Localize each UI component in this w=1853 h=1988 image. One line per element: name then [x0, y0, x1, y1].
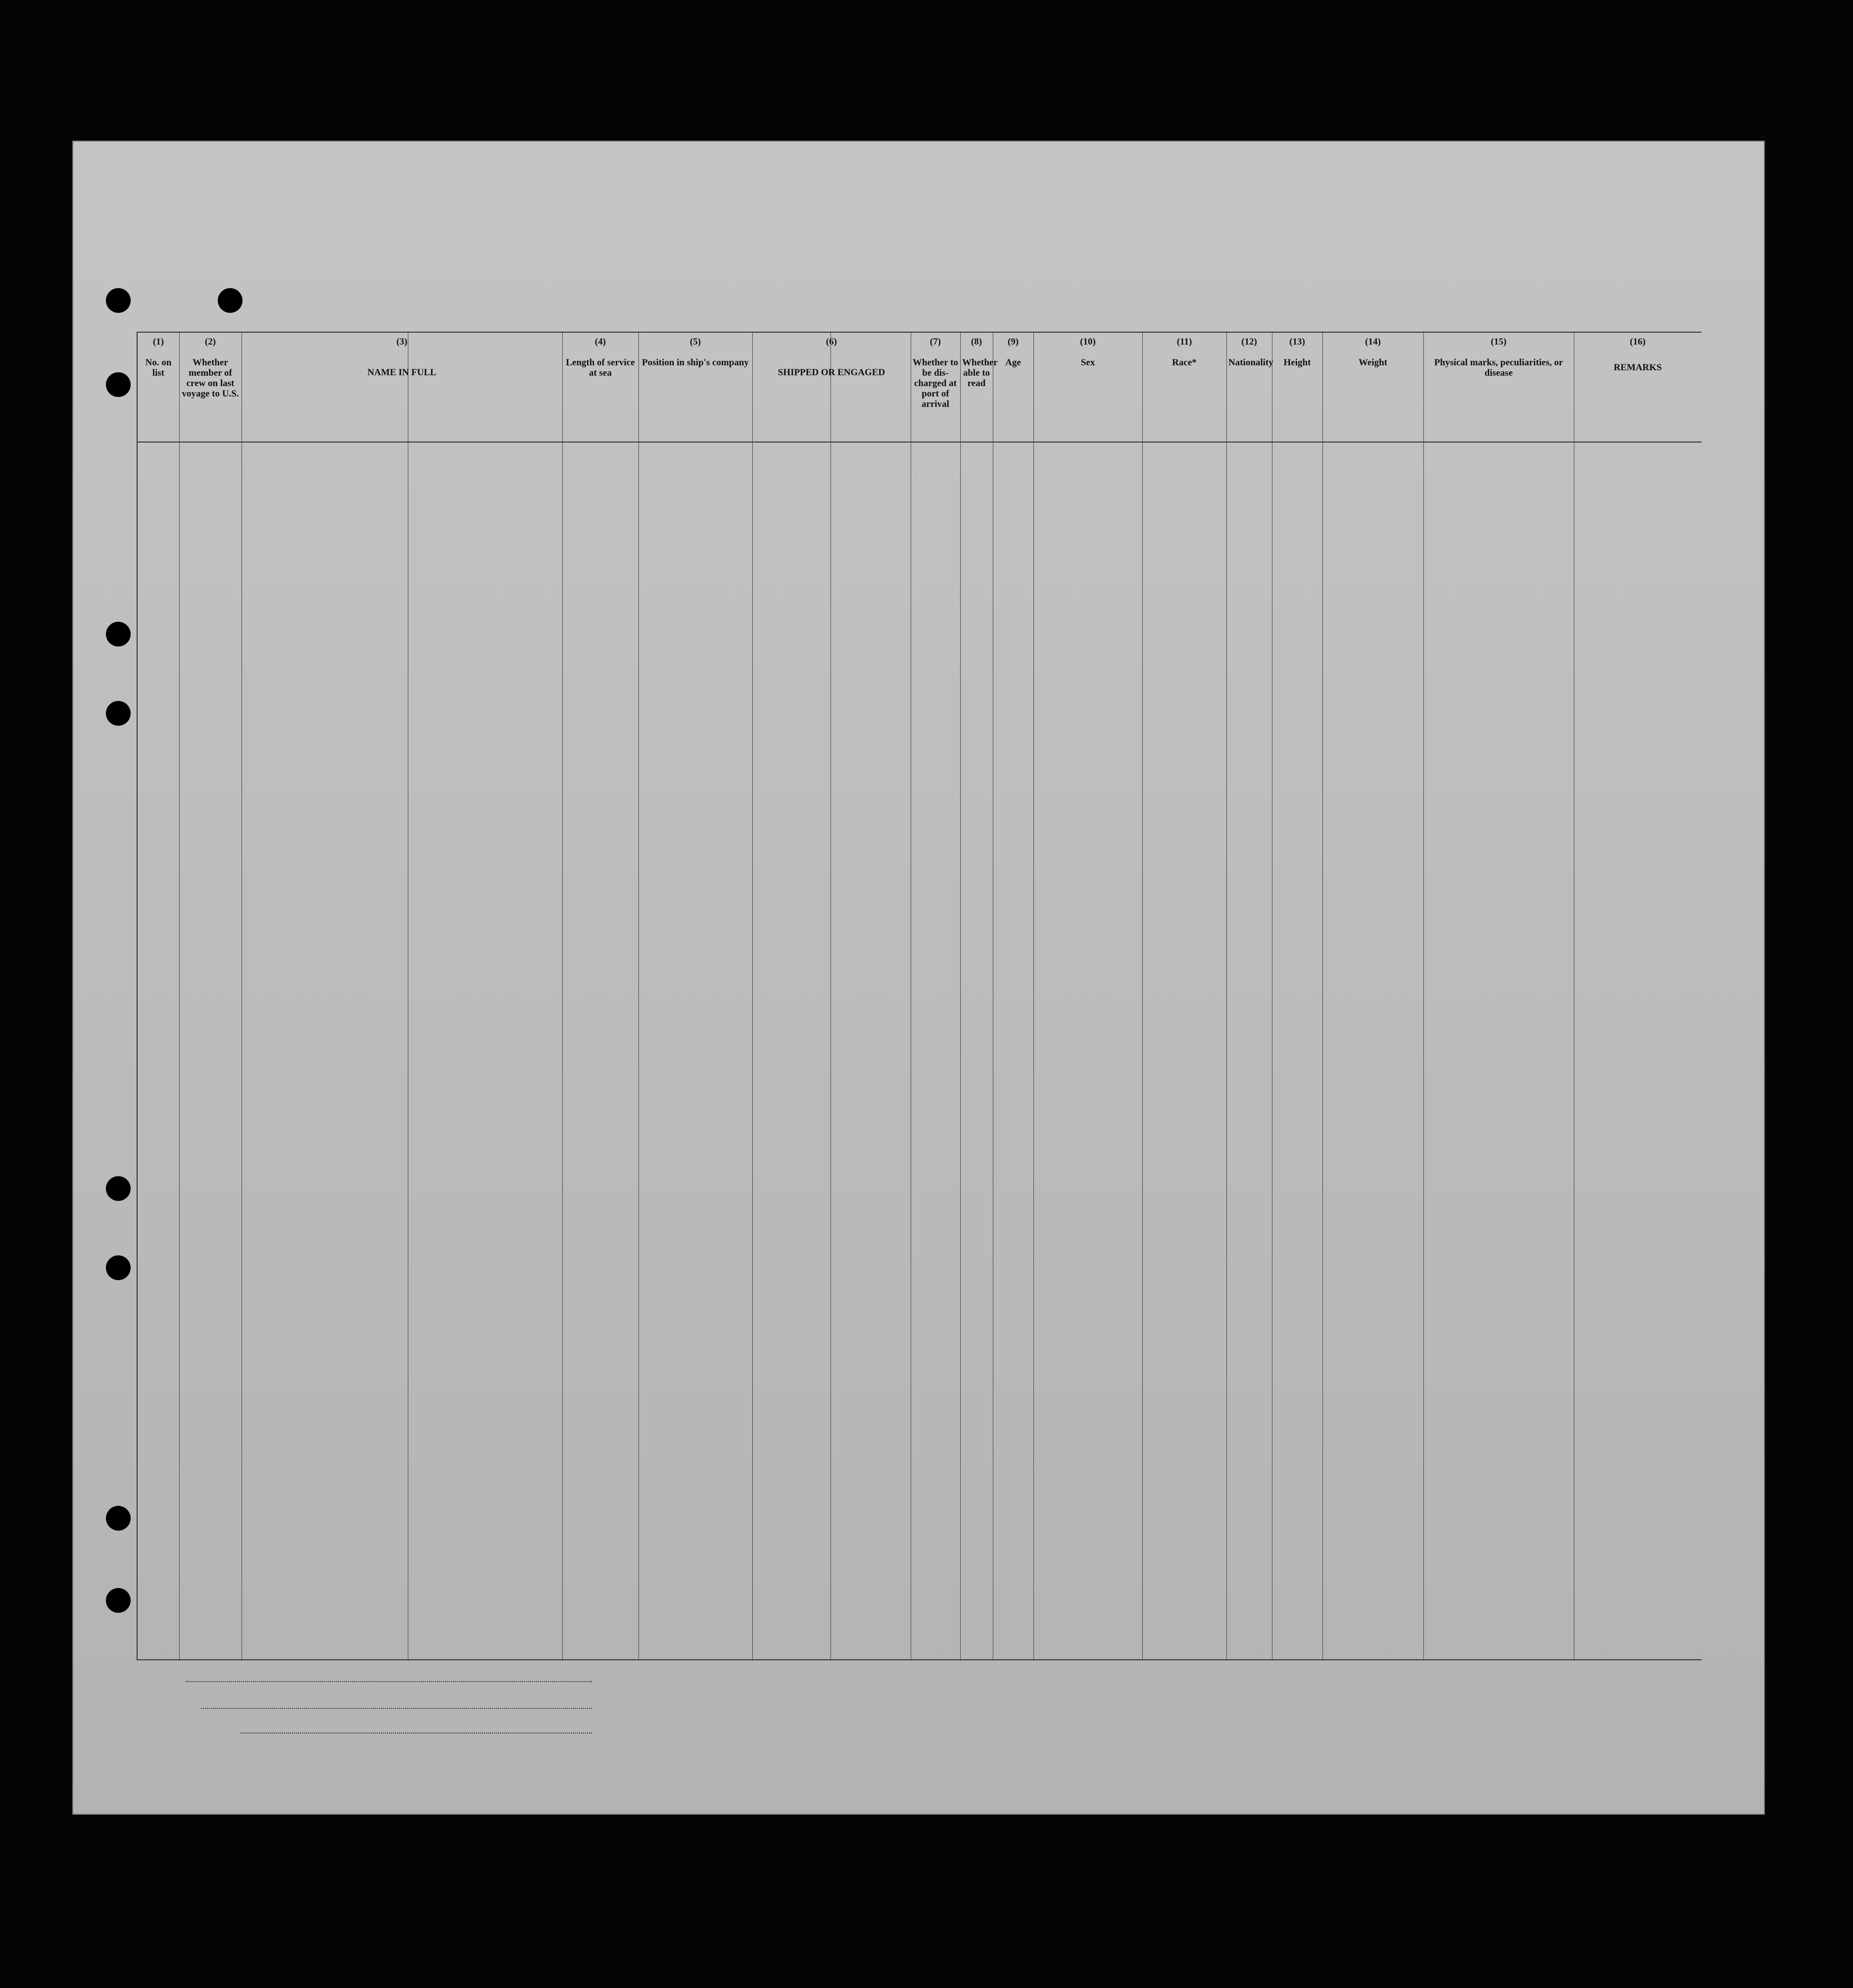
column-divider	[830, 333, 831, 1659]
column-header: REMARKS	[1613, 362, 1662, 373]
column-header: Length of service at sea	[566, 357, 635, 378]
column-number: (15)	[1491, 337, 1507, 347]
column-number: (1)	[152, 337, 164, 347]
column-divider	[562, 333, 563, 1659]
column-number: (10)	[1080, 337, 1096, 347]
column-number: (7)	[929, 337, 941, 347]
column-number: (14)	[1365, 337, 1381, 347]
column-divider	[638, 333, 639, 1659]
column-header: Whether member of crew on last voyage to U.S.	[182, 357, 239, 399]
column-divider	[960, 333, 961, 1659]
manifest-sheet	[72, 141, 1765, 1815]
agents-value	[241, 1733, 592, 1734]
column-number: (3)	[396, 337, 408, 347]
column-number: (16)	[1630, 337, 1646, 347]
column-header: Sex	[1080, 357, 1095, 368]
column-divider	[1033, 333, 1034, 1659]
column-number: (6)	[826, 337, 837, 347]
column-divider	[1423, 333, 1424, 1659]
column-divider	[179, 333, 180, 1659]
binder-hole	[106, 288, 131, 313]
binder-hole	[106, 1176, 131, 1201]
column-number: (12)	[1241, 337, 1257, 347]
column-number: (9)	[1007, 337, 1019, 347]
binder-hole	[106, 622, 131, 646]
column-divider	[1322, 333, 1323, 1659]
column-header: Whether to be dis-charged at port of arrival	[913, 357, 958, 409]
header-bottom-line	[138, 442, 1702, 443]
binder-hole	[106, 1588, 131, 1613]
column-number: (2)	[204, 337, 216, 347]
column-header: Position in ship's company	[642, 357, 749, 368]
binder-hole	[106, 1506, 131, 1531]
binder-hole	[106, 1255, 131, 1280]
column-divider	[752, 333, 753, 1659]
column-header: Height	[1283, 357, 1311, 368]
line-value	[186, 1681, 592, 1682]
owners-value	[201, 1708, 592, 1709]
binder-hole	[106, 701, 131, 726]
column-header: Age	[1005, 357, 1021, 368]
footer	[142, 1680, 1725, 1809]
column-header: Nationality	[1228, 357, 1273, 368]
column-divider	[1142, 333, 1143, 1659]
binder-hole	[106, 372, 131, 397]
column-number: (5)	[689, 337, 701, 347]
vessel-line	[201, 298, 1646, 323]
column-header: SHIPPED OR ENGAGED	[778, 367, 885, 378]
column-number: (11)	[1176, 337, 1192, 347]
column-divider	[1226, 333, 1227, 1659]
column-header: NAME IN FULL	[367, 367, 437, 378]
column-header: Race*	[1172, 357, 1197, 368]
column-header: Physical marks, peculiarities, or disease	[1434, 357, 1563, 378]
column-header: Whether able to read	[962, 357, 998, 389]
column-header: Weight	[1358, 357, 1388, 368]
binder-hole	[218, 288, 243, 313]
column-number: (13)	[1289, 337, 1305, 347]
column-number: (8)	[971, 337, 982, 347]
crew-table	[137, 332, 1702, 1660]
column-header: No. on list	[145, 357, 172, 378]
column-number: (4)	[594, 337, 606, 347]
